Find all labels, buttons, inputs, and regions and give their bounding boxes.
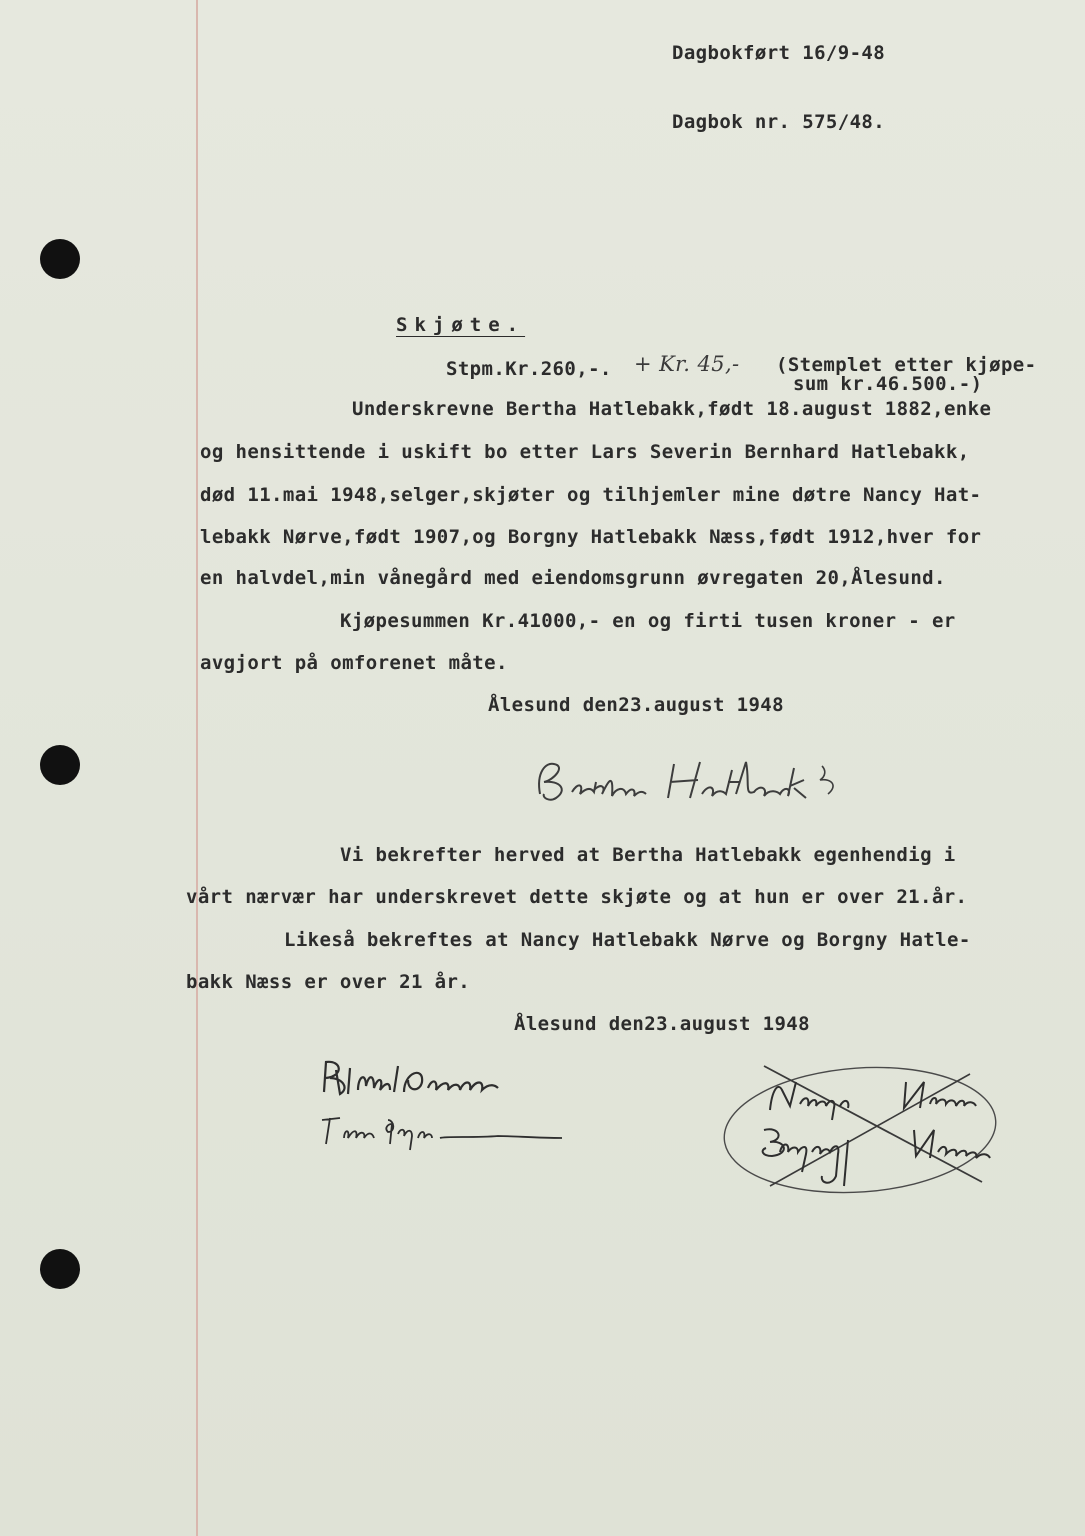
journal-number: Dagbok nr. 575/48. <box>672 111 886 133</box>
stamp-note-line1: (Stemplet etter kjøpe- <box>776 354 1037 376</box>
punch-hole <box>40 239 80 279</box>
witness-line: bakk Næss er over 21 år. <box>186 971 471 993</box>
stamp-handwritten-addition: + Kr. 45,- <box>634 352 740 376</box>
witness-line: Vi bekrefter herved at Bertha Hatlebakk egenhendig i <box>340 844 956 866</box>
document-title: Skjøte. <box>396 314 526 336</box>
stamp-note-line2: sum kr.46.500.-) <box>793 373 983 395</box>
body-line: Underskrevne Bertha Hatlebakk,født 18.august 1882,enke <box>352 398 992 420</box>
body-line: og hensittende i uskift bo etter Lars Severin Bernhard Hatlebakk, <box>200 441 970 463</box>
body-line: avgjort på omforenet måte. <box>200 652 508 674</box>
punch-hole <box>40 745 80 785</box>
body-line: lebakk Nørve,født 1907,og Borgny Hatlebakk Næss,født 1912,hver for <box>200 526 982 548</box>
place-date: Ålesund den23.august 1948 <box>488 694 784 716</box>
body-line: en halvdel,min vånegård med eiendomsgrunn øvregaten 20,Ålesund. <box>200 567 946 589</box>
journal-date: Dagbokført 16/9-48 <box>672 42 886 64</box>
place-date-2: Ålesund den23.august 1948 <box>514 1013 810 1035</box>
witness-line: Likeså bekreftes at Nancy Hatlebakk Nørve og Borgny Hatle- <box>284 929 971 951</box>
signature-seller <box>532 752 912 812</box>
stamp-fee: Stpm.Kr.260,-. <box>446 358 612 380</box>
witness-line: vårt nærvær har underskrevet dette skjøte og at hun er over 21.år. <box>186 886 968 908</box>
body-line: Kjøpesummen Kr.41000,- en og firti tusen kroner - er <box>340 610 956 632</box>
signature-buyers <box>720 1060 1000 1208</box>
signature-witness <box>314 1058 574 1158</box>
margin-line <box>196 0 198 1536</box>
punch-hole <box>40 1249 80 1289</box>
body-line: død 11.mai 1948,selger,skjøter og tilhjemler mine døtre Nancy Hat- <box>200 484 982 506</box>
